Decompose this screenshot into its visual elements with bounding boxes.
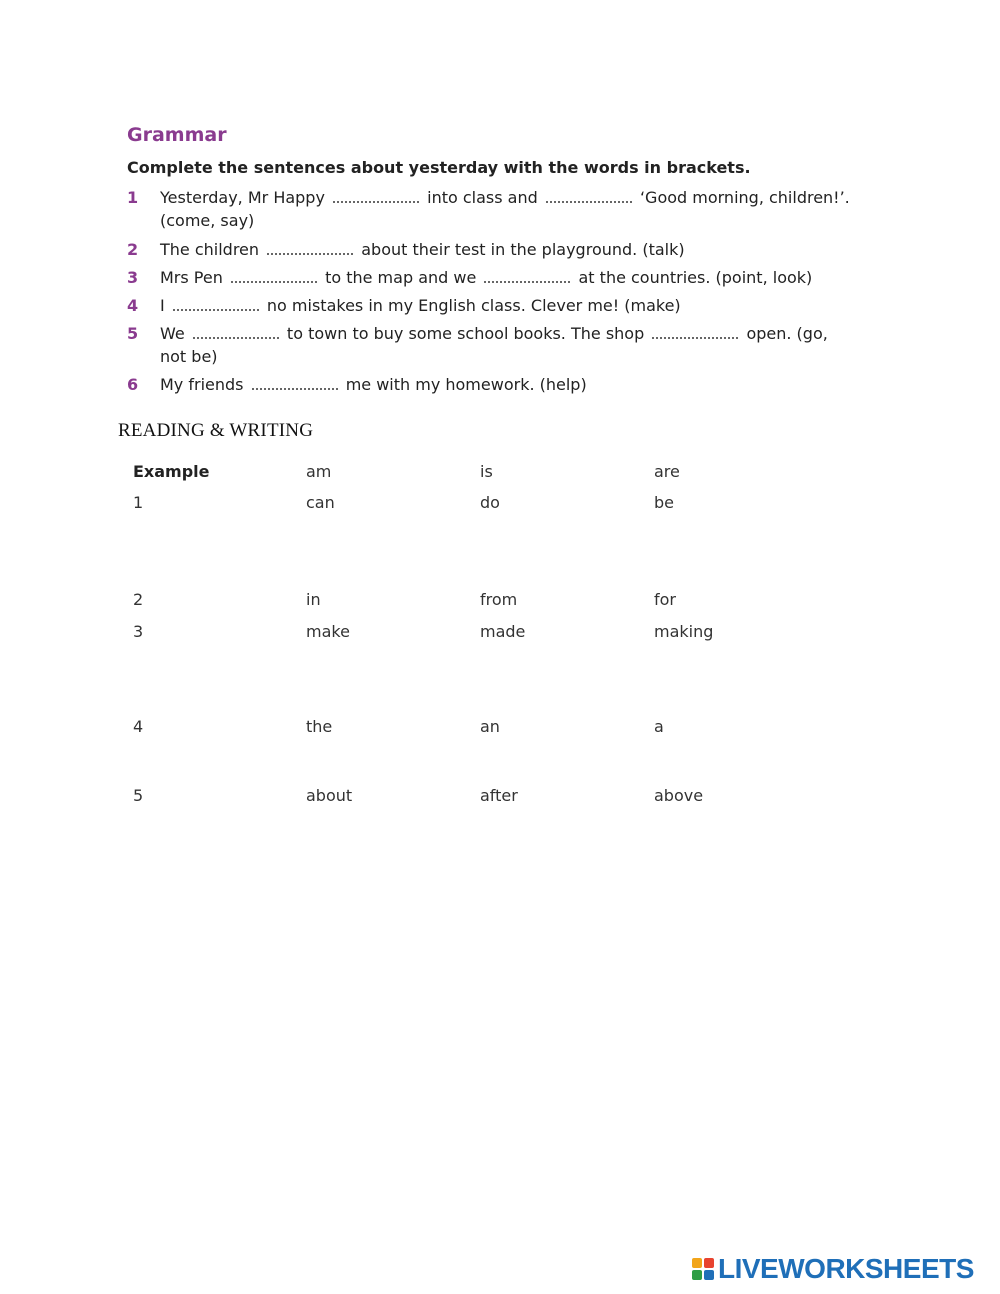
logo-square (704, 1258, 714, 1268)
option-a[interactable]: in (306, 590, 321, 609)
question-text: no mistakes in my English class. Clever me! (make) (266, 296, 681, 315)
row-label: 1 (133, 493, 144, 512)
grammar-question-1 (127, 186, 867, 232)
grammar-question-6 (127, 373, 867, 396)
options-row-2 (0, 590, 1000, 614)
question-text: open. (go, (746, 324, 828, 343)
question-number: 3 (127, 268, 139, 287)
answer-blank[interactable] (546, 191, 632, 203)
option-b[interactable]: an (480, 717, 500, 736)
grammar-instruction: Complete the sentences about yesterday with the words in brackets. (127, 158, 751, 177)
question-text: about their test in the playground. (talk) (361, 240, 685, 259)
options-row-3 (0, 622, 1000, 646)
logo-mark-icon (692, 1258, 714, 1280)
option-a[interactable]: am (306, 462, 332, 481)
question-text: (come, say) (160, 211, 255, 230)
reading-writing-title: READING & WRITING (118, 420, 314, 441)
options-row-4 (0, 717, 1000, 741)
option-c[interactable]: are (654, 462, 680, 481)
question-text: me with my homework. (help) (345, 375, 587, 394)
question-text: ‘Good morning, children!’. (639, 188, 850, 207)
option-a[interactable]: about (306, 786, 353, 805)
answer-blank[interactable] (652, 327, 738, 339)
answer-blank[interactable] (252, 378, 338, 390)
grammar-question-5 (127, 322, 867, 368)
option-b[interactable]: made (480, 622, 526, 641)
question-text: not be) (160, 347, 218, 366)
option-a[interactable]: make (306, 622, 350, 641)
question-text: Mrs Pen (160, 268, 223, 287)
option-a[interactable]: can (306, 493, 335, 512)
question-text: The children (160, 240, 260, 259)
question-number: 5 (127, 324, 139, 343)
answer-blank[interactable] (333, 191, 419, 203)
grammar-question-2 (127, 238, 867, 261)
answer-blank[interactable] (267, 243, 353, 255)
question-text: I (160, 296, 165, 315)
logo-square (704, 1270, 714, 1280)
row-label: Example (133, 462, 210, 481)
question-text: Yesterday, Mr Happy (160, 188, 325, 207)
logo-square (692, 1270, 702, 1280)
answer-blank[interactable] (193, 327, 279, 339)
row-label: 2 (133, 590, 144, 609)
question-text: at the countries. (point, look) (578, 268, 813, 287)
option-b[interactable]: do (480, 493, 500, 512)
liveworksheets-logo (692, 1254, 974, 1284)
logo-text: LIVEWORKSHEETS (718, 1253, 974, 1284)
answer-blank[interactable] (173, 299, 259, 311)
options-row-example (0, 462, 1000, 486)
grammar-heading: Grammar (127, 124, 227, 146)
row-label: 5 (133, 786, 144, 805)
question-text: to town to buy some school books. The shop (286, 324, 645, 343)
question-number: 2 (127, 240, 139, 259)
option-c[interactable]: making (654, 622, 714, 641)
question-number: 4 (127, 296, 139, 315)
options-row-1 (0, 493, 1000, 517)
question-text: to the map and we (325, 268, 477, 287)
question-number: 6 (127, 375, 139, 394)
option-c[interactable]: a (654, 717, 664, 736)
row-label: 4 (133, 717, 144, 736)
option-c[interactable]: above (654, 786, 704, 805)
option-b[interactable]: from (480, 590, 518, 609)
grammar-question-3 (127, 266, 867, 289)
answer-blank[interactable] (231, 271, 317, 283)
option-a[interactable]: the (306, 717, 333, 736)
question-text: We (160, 324, 185, 343)
answer-blank[interactable] (484, 271, 570, 283)
question-number: 1 (127, 188, 139, 207)
options-row-5 (0, 786, 1000, 810)
option-b[interactable]: after (480, 786, 518, 805)
grammar-question-4 (127, 294, 867, 317)
row-label: 3 (133, 622, 144, 641)
option-b[interactable]: is (480, 462, 493, 481)
logo-square (692, 1258, 702, 1268)
option-c[interactable]: for (654, 590, 676, 609)
option-c[interactable]: be (654, 493, 674, 512)
question-text: into class and (427, 188, 538, 207)
question-text: My friends (160, 375, 244, 394)
